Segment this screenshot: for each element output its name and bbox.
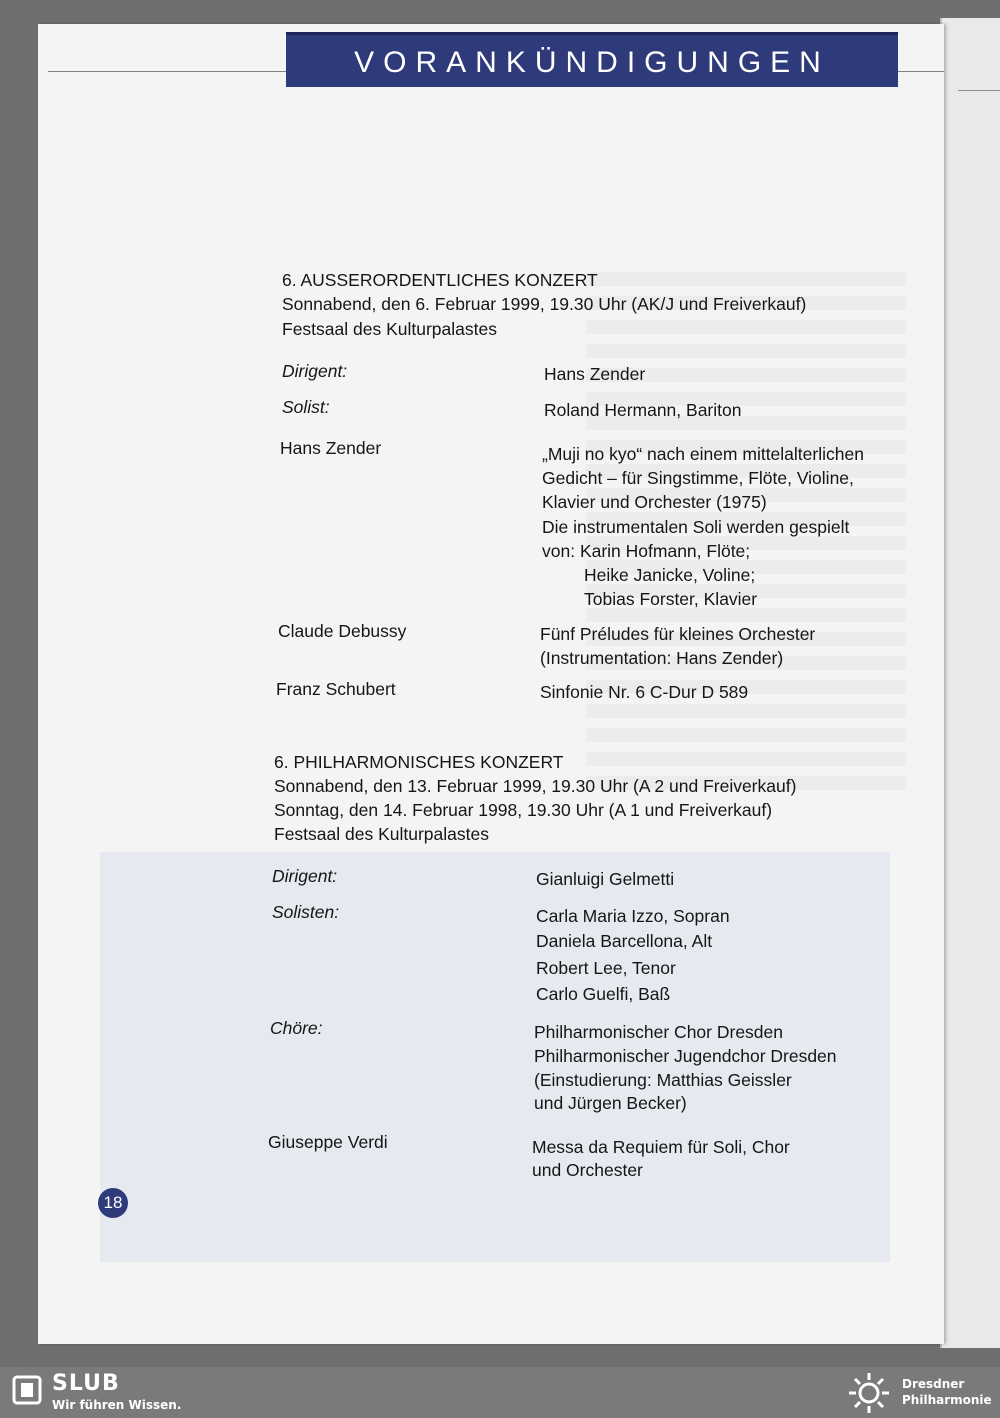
work-composer: Hans Zender — [280, 438, 382, 458]
concert2-choirs-label: Chöre: — [270, 1018, 323, 1038]
work-composer: Claude Debussy — [278, 621, 407, 641]
work-line: und Orchester — [532, 1160, 643, 1180]
work-line: Messa da Requiem für Soli, Chor — [532, 1137, 790, 1157]
concert1-heading: 6. AUSSERORDENTLICHES KONZERT — [282, 270, 598, 290]
work-composer: Franz Schubert — [276, 679, 396, 699]
program-page — [38, 24, 944, 1344]
concert2-date1: Sonnabend, den 13. Februar 1999, 19.30 Uhr (A 2 und Freiverkauf) — [274, 776, 797, 796]
work-line: Klavier und Orchester (1975) — [542, 492, 767, 512]
soloist: Robert Lee, Tenor — [536, 958, 676, 978]
concert2-venue: Festsaal des Kulturpalastes — [274, 824, 489, 844]
concert2-conductor: Gianluigi Gelmetti — [536, 869, 675, 889]
slub-logo-icon — [12, 1375, 42, 1405]
concert2-soloists-label: Solisten: — [272, 902, 340, 922]
page-number: 18 — [98, 1188, 128, 1218]
concert1-conductor-label: Dirigent: — [282, 361, 348, 381]
adjacent-page — [940, 18, 1000, 1348]
header-bar — [286, 32, 898, 87]
library-name: SLUB — [52, 1371, 120, 1396]
soloist: Daniela Barcellona, Alt — [536, 931, 713, 951]
soloist: Carla Maria Izzo, Sopran — [536, 906, 730, 926]
work-line: Gedicht – für Singstimme, Flöte, Violine, — [542, 468, 854, 488]
concert1-soloist-label: Solist: — [282, 397, 330, 417]
concert2-date2: Sonntag, den 14. Februar 1998, 19.30 Uhr (A 1 und Freiverkauf) — [274, 800, 773, 820]
work-line: „Muji no kyo“ nach einem mittelalterlichen — [542, 444, 864, 464]
library-slogan: Wir führen Wissen. — [52, 1398, 182, 1412]
orchestra-logo-icon — [846, 1371, 892, 1415]
concert1-soloist: Roland Hermann, Bariton — [544, 400, 742, 420]
soloist: Carlo Guelfi, Baß — [536, 984, 671, 1004]
concert2-work-composer: Giuseppe Verdi — [268, 1132, 388, 1152]
work-line: Sinfonie Nr. 6 C-Dur D 589 — [540, 682, 749, 702]
orchestra-name-line1: Dresdner — [902, 1377, 965, 1391]
concert1-date: Sonnabend, den 6. Februar 1999, 19.30 Uhr (AK/J und Freiverkauf) — [282, 294, 807, 314]
concert1-conductor: Hans Zender — [544, 364, 646, 384]
concert2-heading: 6. PHILHARMONISCHES KONZERT — [274, 752, 564, 772]
choir: und Jürgen Becker) — [534, 1093, 687, 1113]
choir: (Einstudierung: Matthias Geissler — [534, 1070, 792, 1090]
choir: Philharmonischer Jugendchor Dresden — [534, 1046, 837, 1066]
work-line: von: Karin Hofmann, Flöte; — [542, 541, 751, 561]
orchestra-name-line2: Philharmonie — [902, 1393, 992, 1407]
section-title: VORANKÜNDIGUNGEN — [354, 46, 830, 79]
work-line: Fünf Préludes für kleines Orchester — [540, 624, 816, 644]
work-line: (Instrumentation: Hans Zender) — [540, 648, 784, 668]
concert2-conductor-label: Dirigent: — [272, 866, 338, 886]
work-line: Tobias Forster, Klavier — [584, 589, 758, 609]
work-line: Die instrumentalen Soli werden gespielt — [542, 517, 850, 537]
work-line: Heike Janicke, Voline; — [584, 565, 756, 585]
concert1-venue: Festsaal des Kulturpalastes — [282, 319, 497, 339]
footer-bar — [0, 1367, 1000, 1418]
choir: Philharmonischer Chor Dresden — [534, 1022, 783, 1042]
